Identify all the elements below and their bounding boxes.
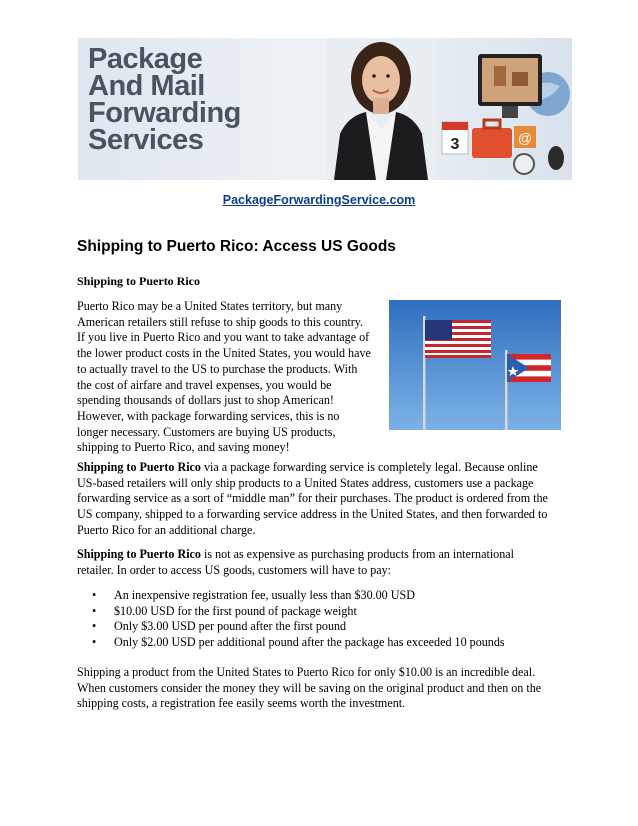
list-item [92, 619, 562, 635]
businesswoman-image [326, 38, 436, 180]
paragraph-line: shipping costs, a registration fee easily seems worth the investment. [77, 696, 406, 711]
paragraph-line: US company, shipped to a forwarding service address in the United States, and then forwarded to [77, 507, 548, 522]
subheading: Shipping to Puerto Rico [77, 274, 201, 288]
banner-line: And Mail [88, 70, 205, 102]
paragraph-line: When customers consider the money they will be saving on the original product and then on the [77, 680, 542, 695]
intro-paragraph [77, 299, 381, 456]
paragraph-line: However, with package forwarding services, this is no [77, 408, 340, 423]
list-item-text: Only $3.00 USD per pound after the first pound [114, 619, 347, 634]
paragraph-costs [77, 547, 567, 578]
banner-line: Package [88, 43, 203, 75]
puerto-rico-flag-icon [507, 354, 551, 382]
paragraph-line [77, 460, 567, 476]
paragraph-line: Puerto Rico for an additional charge. [77, 522, 256, 537]
paragraph-line: Shipping a product from the United States to Puerto Rico for only $10.00 is an incredible deal. [77, 665, 536, 679]
paragraph-legal [77, 460, 567, 539]
list-item [92, 635, 562, 651]
paragraph-line: forwarding service as a sort of “middle man” for their purchases. The product is ordered from the [77, 491, 548, 506]
paragraph-line: to actually travel to the US to purchase the products. With [77, 361, 358, 376]
paragraph-line: American retailers still refuse to ship goods to this country. [77, 314, 364, 329]
fee-list [92, 588, 562, 651]
paragraph-line: shipping to Puerto Rico, and saving money! [77, 440, 290, 455]
list-item [92, 604, 562, 620]
bold-phrase: Shipping to Puerto Rico [77, 547, 201, 561]
paragraph-line: longer necessary. Customers are buying US products, [77, 424, 336, 439]
flags-photo [389, 300, 561, 430]
banner-line: Forwarding [88, 97, 241, 129]
website-link[interactable]: PackageForwardingService.com [222, 193, 416, 207]
office-items-image [440, 48, 570, 178]
paragraph-line: If you live in Puerto Rico and you want to take advantage of [77, 330, 370, 345]
bullet-icon: • [92, 635, 97, 650]
bullet-icon: • [92, 588, 97, 602]
us-flag-icon [425, 320, 491, 358]
list-item-text: Only $2.00 USD per additional pound after the package has exceeded 10 pounds [114, 635, 505, 650]
header-banner [78, 38, 572, 180]
banner-title [88, 43, 241, 156]
paragraph-text: is not as expensive as purchasing products from an international [200, 547, 514, 561]
paragraph-line: the lower product costs in the United States, you would have [77, 346, 371, 361]
paragraph-text: via a package forwarding service is completely legal. Because online [200, 460, 538, 474]
list-item [92, 588, 562, 604]
list-item-text: An inexpensive registration fee, usually less than $30.00 USD [114, 588, 415, 602]
paragraph-line [77, 547, 567, 563]
bullet-icon: • [92, 619, 97, 634]
list-item-text: $10.00 USD for the first pound of package weight [114, 603, 357, 618]
paragraph-conclusion [77, 665, 567, 712]
svg-text:@: @ [517, 130, 533, 146]
page-title: Shipping to Puerto Rico: Access US Goods [77, 238, 396, 255]
paragraph-line: US-based retailers will only ship products to a United States address, customers use a package [77, 475, 534, 490]
paragraph-line: spending thousands of dollars just to shop American! [77, 393, 334, 408]
bullet-icon: • [92, 603, 97, 618]
calendar-number: 3 [450, 136, 460, 153]
paragraph-line: Puerto Rico may be a United States territory, but many [77, 299, 343, 313]
bold-phrase: Shipping to Puerto Rico [77, 460, 201, 474]
paragraph-line: retailer. In order to access US goods, customers will have to pay: [77, 562, 392, 577]
paragraph-line: the cost of airfare and travel expenses, you would be [77, 377, 332, 392]
banner-line: Services [88, 124, 204, 156]
